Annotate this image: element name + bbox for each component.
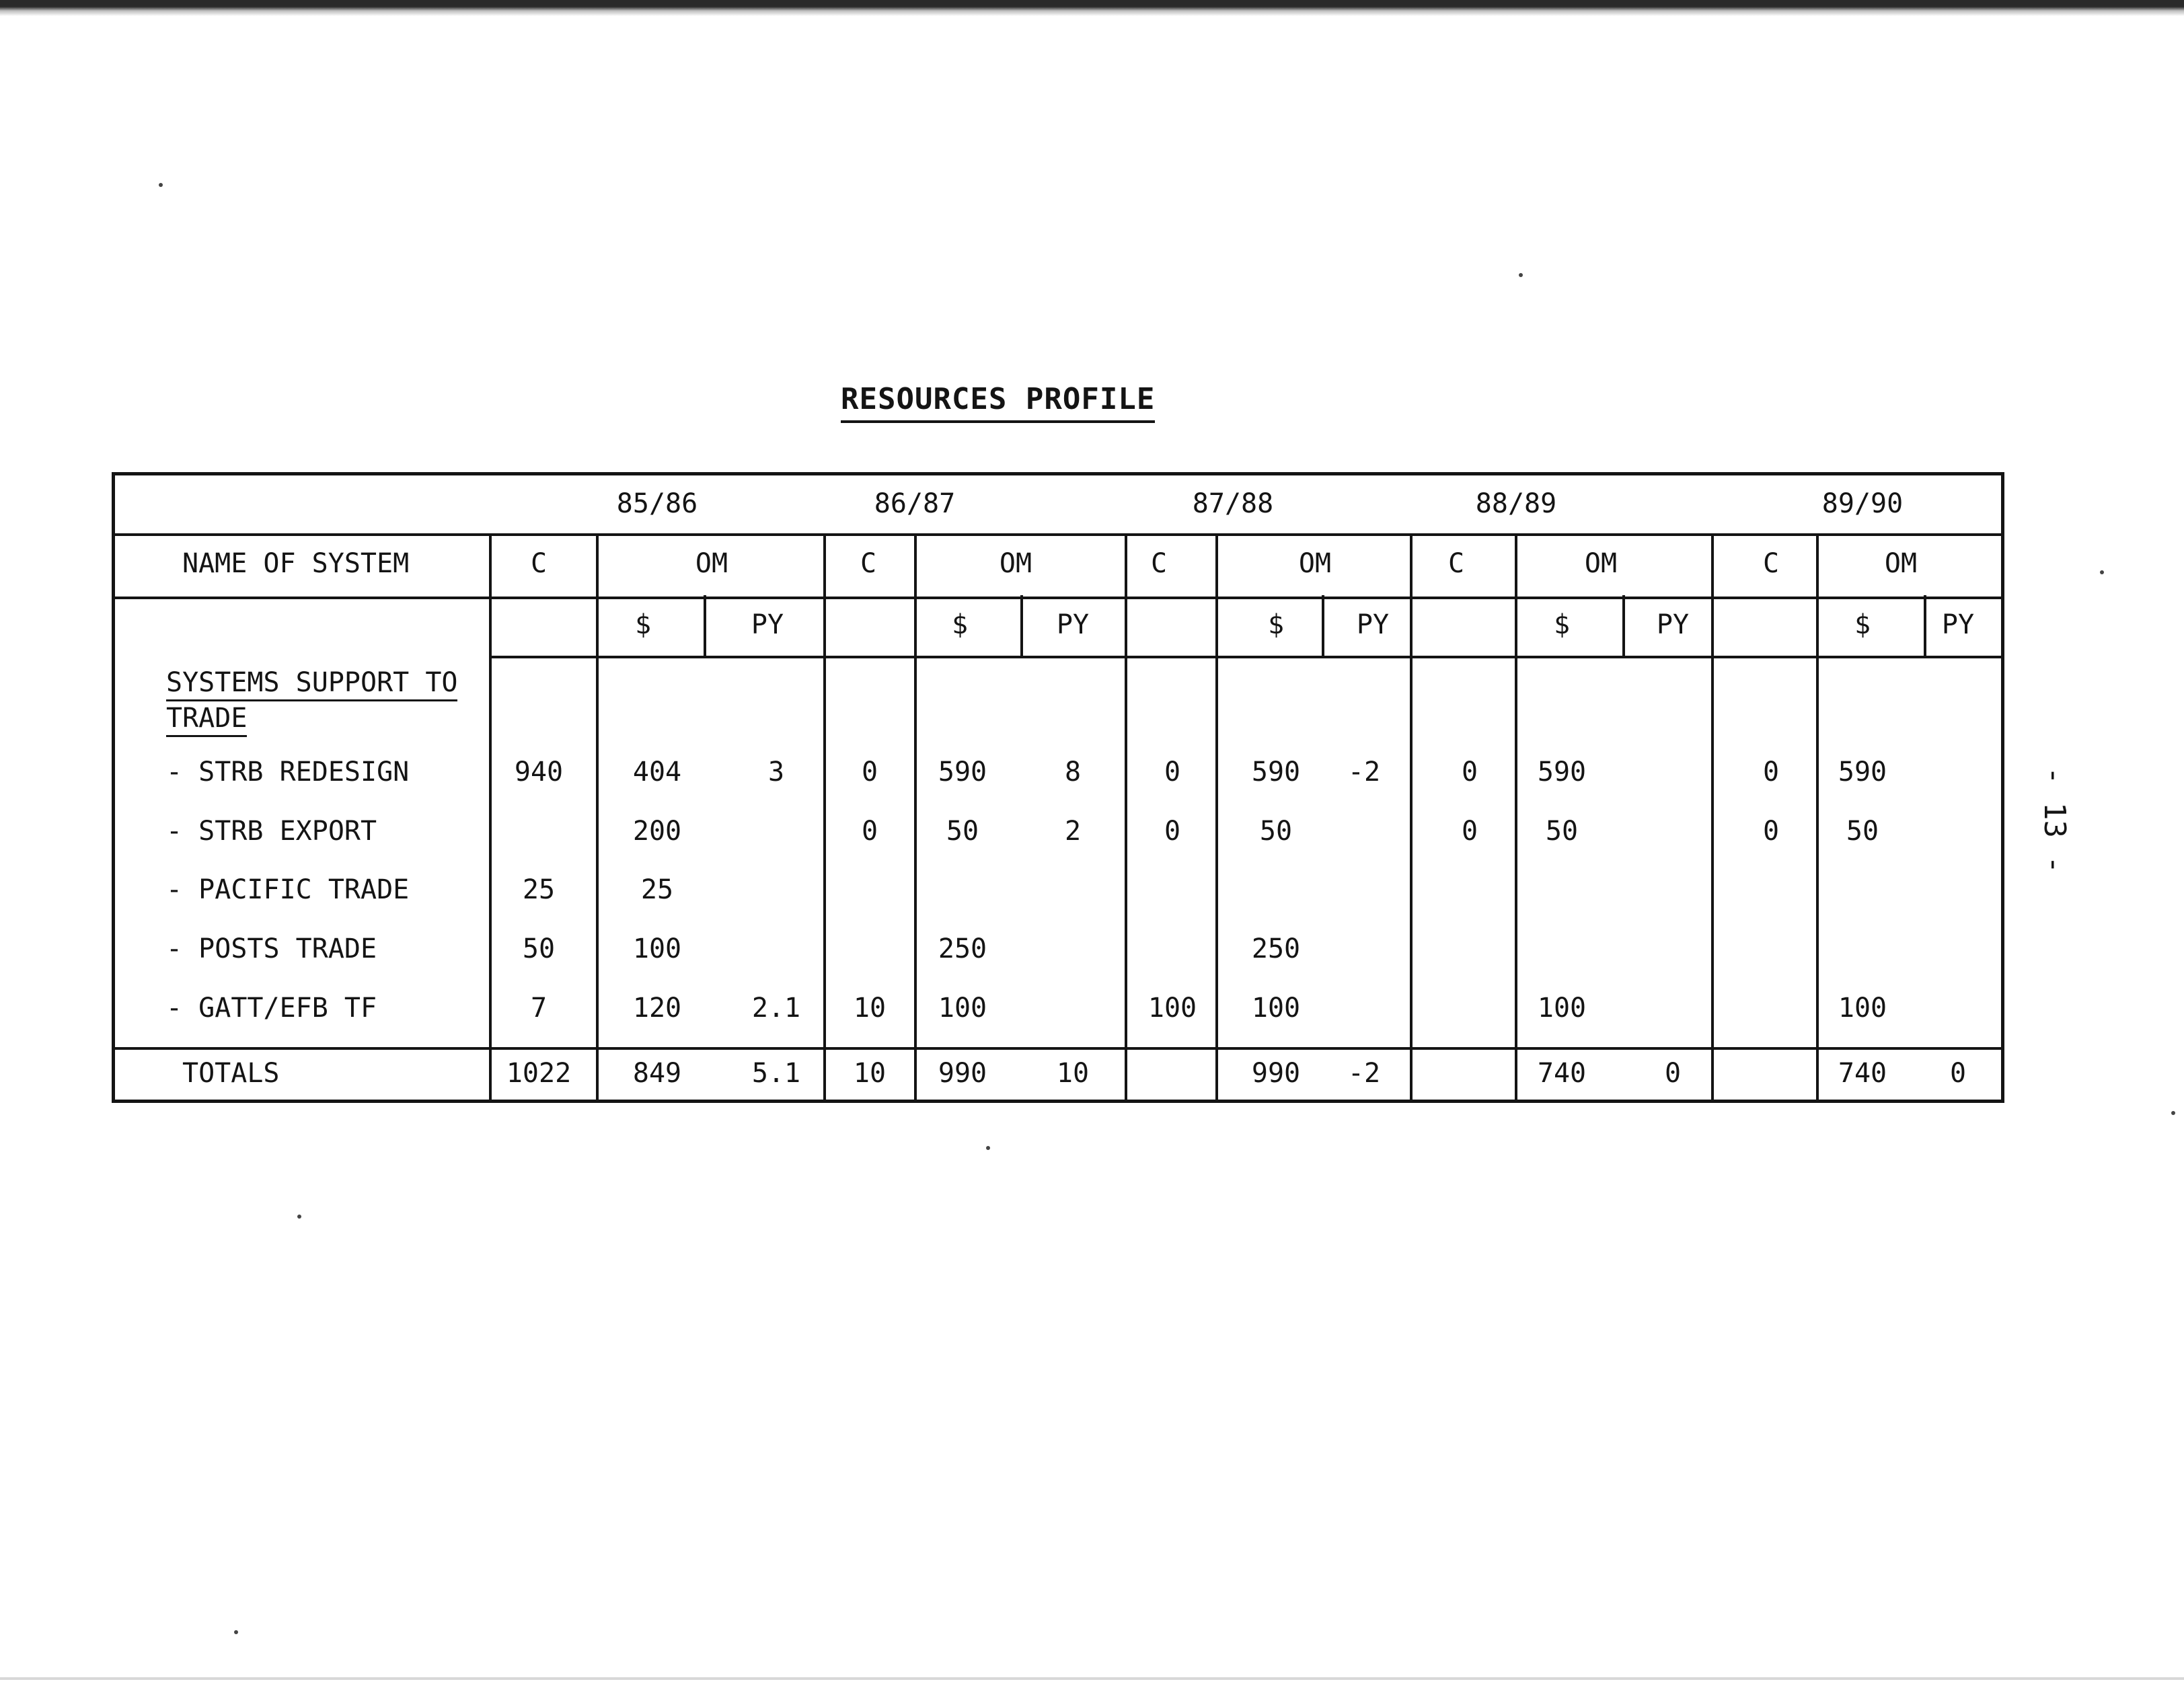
year-header: 89/90: [1821, 488, 1904, 519]
table-cell: 250: [938, 933, 987, 964]
table-cell: 590: [1251, 757, 1301, 788]
table-cell: 100: [632, 933, 682, 964]
section-title-line-2: TRADE: [166, 701, 247, 737]
totals-cell: 5.1: [751, 1058, 801, 1089]
totals-cell: -2: [1347, 1058, 1381, 1089]
row-name: - STRB REDESIGN: [166, 757, 410, 788]
subcolumn-divider: [704, 595, 706, 657]
page-title: RESOURCES PROFILE: [841, 382, 1155, 423]
dollar-header: $: [1854, 609, 1871, 640]
table-cell: 25: [640, 874, 674, 905]
totals-cell: 990: [1251, 1058, 1301, 1089]
scan-speck: [234, 1630, 238, 1634]
c-header: C: [860, 548, 877, 579]
om-header: OM: [1298, 548, 1332, 579]
subcolumn-divider: [1020, 595, 1023, 657]
scan-speck: [2171, 1111, 2175, 1115]
table-cell: 7: [530, 993, 548, 1024]
totals-cell: 0: [1664, 1058, 1682, 1089]
totals-cell: 0: [1949, 1058, 1967, 1089]
py-header: PY: [1056, 609, 1090, 640]
subcolumn-divider: [1322, 595, 1324, 657]
table-cell: 2.1: [751, 993, 801, 1024]
row-name: - POSTS TRADE: [166, 933, 377, 964]
header-divider: [115, 533, 2001, 536]
table-cell: 0: [1461, 816, 1478, 847]
totals-cell: 740: [1838, 1058, 1887, 1089]
scan-speck: [2100, 570, 2104, 574]
scan-top-edge: [0, 0, 2184, 16]
scan-speck: [297, 1215, 301, 1219]
dollar-header: $: [1267, 609, 1285, 640]
table-cell: 0: [1164, 757, 1181, 788]
table-cell: 0: [1461, 757, 1478, 788]
totals-cell: 10: [853, 1058, 887, 1089]
table-cell: 590: [938, 757, 987, 788]
py-header: PY: [1356, 609, 1390, 640]
column-divider: [914, 533, 917, 1100]
table-cell: 10: [853, 993, 887, 1024]
table-cell: 50: [1259, 816, 1293, 847]
page-number: - 13 -: [2037, 767, 2072, 874]
column-divider: [1125, 533, 1127, 1100]
c-header: C: [1762, 548, 1780, 579]
table-cell: 590: [1838, 757, 1887, 788]
table-cell: 120: [632, 993, 682, 1024]
table-cell: 590: [1537, 757, 1587, 788]
table-cell: 200: [632, 816, 682, 847]
om-header: OM: [1584, 548, 1618, 579]
py-header: PY: [1941, 609, 1975, 640]
table-cell: 25: [522, 874, 556, 905]
table-cell: 100: [1147, 993, 1197, 1024]
table-cell: 8: [1064, 757, 1082, 788]
column-divider: [596, 533, 599, 1100]
table-cell: 2: [1064, 816, 1082, 847]
column-divider: [1816, 533, 1819, 1100]
scan-speck: [986, 1146, 990, 1150]
scan-speck: [1519, 273, 1523, 277]
dollar-header: $: [951, 609, 969, 640]
table-cell: 0: [861, 816, 878, 847]
year-header: 85/86: [616, 488, 698, 519]
table-cell: 0: [861, 757, 878, 788]
table-cell: 0: [1762, 816, 1780, 847]
row-name: - PACIFIC TRADE: [166, 874, 410, 905]
table-cell: 100: [1251, 993, 1301, 1024]
header-divider: [115, 597, 2001, 599]
column-divider: [1711, 533, 1714, 1100]
column-divider: [1515, 533, 1517, 1100]
table-cell: -2: [1347, 757, 1381, 788]
table-cell: 3: [767, 757, 785, 788]
dollar-header: $: [1553, 609, 1571, 640]
dollar-header: $: [634, 609, 652, 640]
table-cell: 50: [1545, 816, 1579, 847]
row-name: - STRB EXPORT: [166, 816, 377, 847]
table-cell: 100: [1537, 993, 1587, 1024]
table-cell: 100: [938, 993, 987, 1024]
header-divider: [489, 656, 2001, 658]
table-cell: 50: [522, 933, 556, 964]
column-divider: [823, 533, 826, 1100]
table-cell: 940: [514, 757, 564, 788]
totals-cell: 10: [1056, 1058, 1090, 1089]
row-name: - GATT/EFB TF: [166, 993, 377, 1024]
c-header: C: [1150, 548, 1168, 579]
year-header: 88/89: [1475, 488, 1557, 519]
column-divider: [1410, 533, 1413, 1100]
column-divider: [489, 533, 492, 1100]
section-title: [166, 666, 457, 737]
table-cell: 50: [1846, 816, 1879, 847]
table-cell: 100: [1838, 993, 1887, 1024]
scan-speck: [159, 183, 163, 187]
totals-divider: [115, 1047, 2001, 1050]
py-header: PY: [1656, 609, 1690, 640]
c-header: C: [1447, 548, 1465, 579]
totals-cell: 1022: [506, 1058, 572, 1089]
year-header: 87/88: [1192, 488, 1274, 519]
subcolumn-divider: [1622, 595, 1625, 657]
table-cell: 0: [1164, 816, 1181, 847]
name-of-system-header: NAME OF SYSTEM: [182, 548, 410, 579]
om-header: OM: [1884, 548, 1918, 579]
subcolumn-divider: [1924, 595, 1926, 657]
om-header: OM: [695, 548, 728, 579]
table-cell: 0: [1762, 757, 1780, 788]
totals-cell: 740: [1537, 1058, 1587, 1089]
totals-cell: 990: [938, 1058, 987, 1089]
totals-cell: 849: [632, 1058, 682, 1089]
column-divider: [1215, 533, 1218, 1100]
om-header: OM: [999, 548, 1032, 579]
resources-table: [112, 472, 2004, 1103]
py-header: PY: [751, 609, 784, 640]
totals-label: TOTALS: [182, 1058, 280, 1089]
table-cell: 250: [1251, 933, 1301, 964]
c-header: C: [530, 548, 548, 579]
scan-bottom-edge: [0, 1677, 2184, 1680]
section-title-line-1: SYSTEMS SUPPORT TO: [166, 666, 457, 701]
table-cell: 404: [632, 757, 682, 788]
year-header: 86/87: [874, 488, 956, 519]
table-cell: 50: [946, 816, 979, 847]
